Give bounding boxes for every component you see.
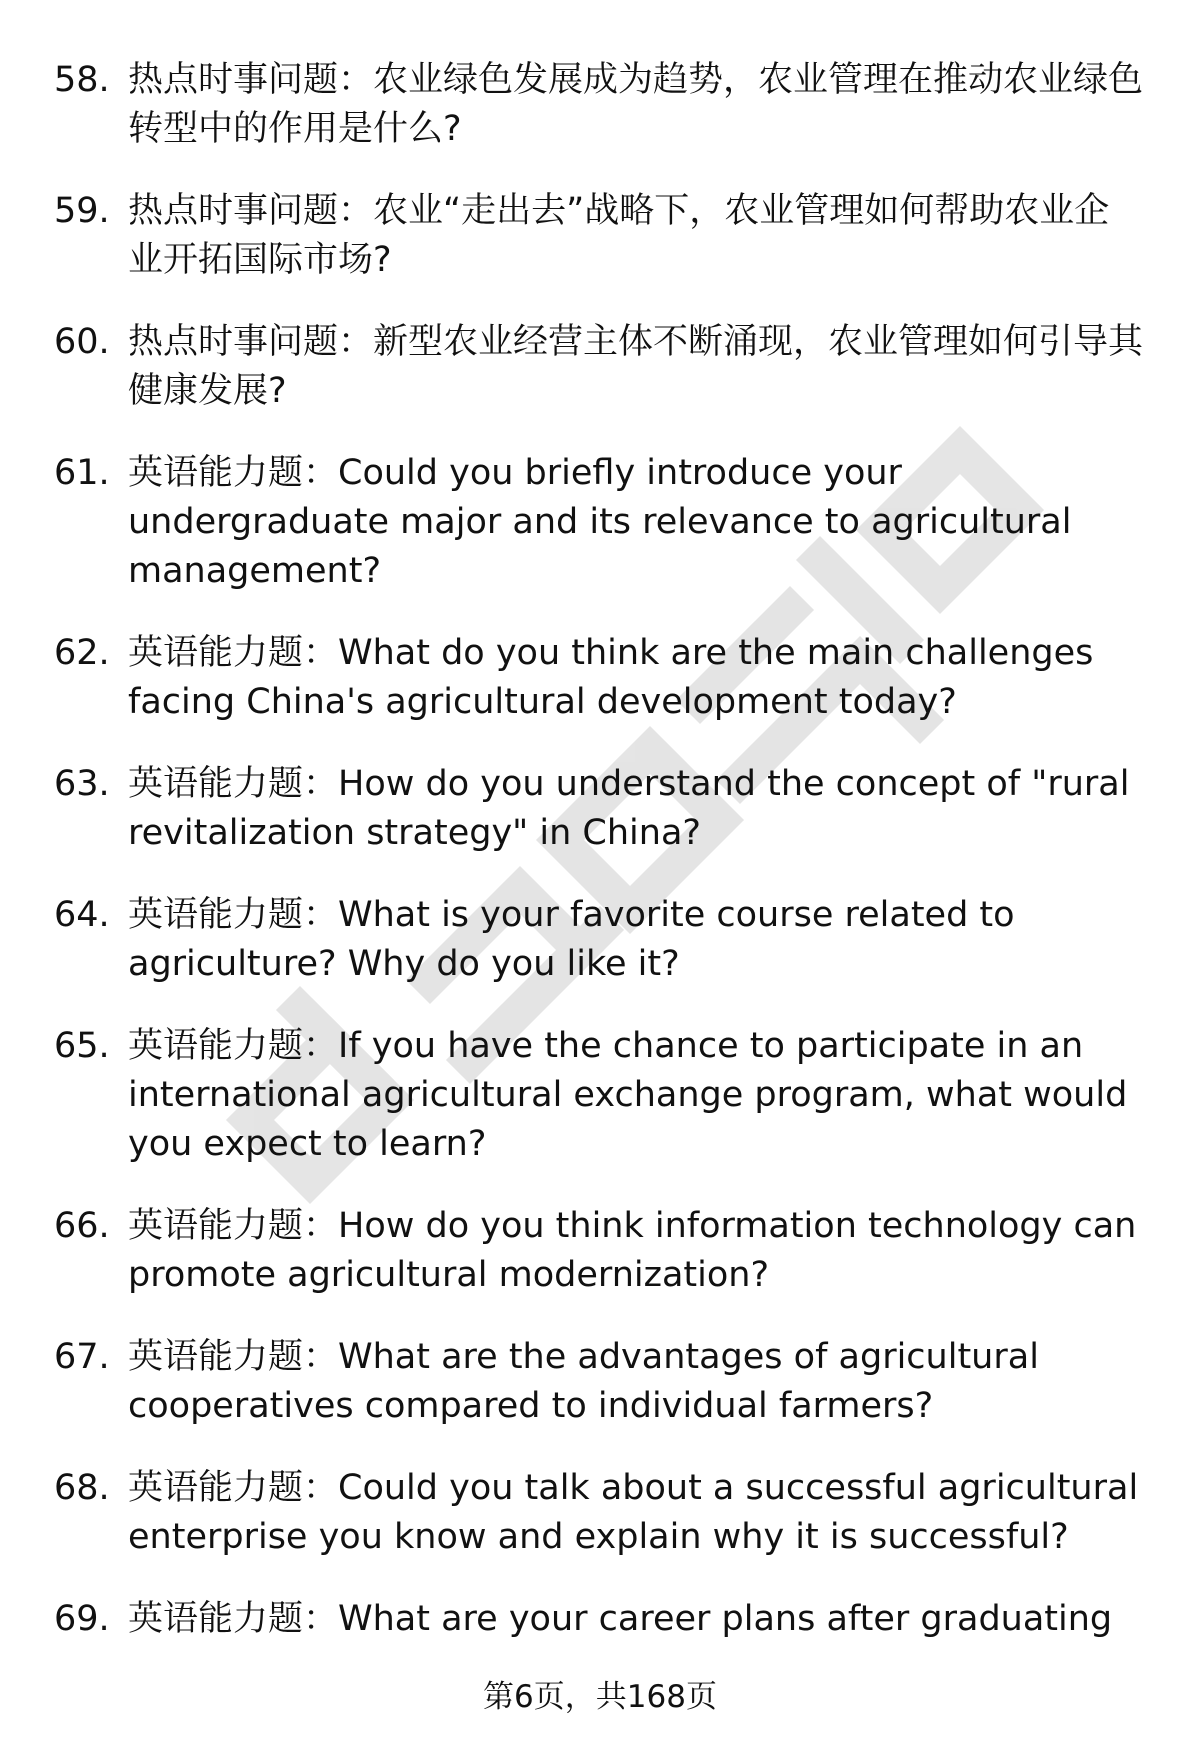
- question-text: 英语能力题：What are the advantages of agricultural cooperatives compared to individual farmers?: [128, 1337, 1039, 1426]
- question-text: 英语能力题：Could you briefly introduce your undergraduate major and its relevance to agricultural management?: [128, 453, 1072, 591]
- question-text: 英语能力题：What are your career plans after graduating: [128, 1599, 1113, 1639]
- question-item: [54, 629, 1144, 727]
- question-number: 62.: [54, 633, 110, 673]
- question-text: 英语能力题：Could you talk about a successful agricultural enterprise you know and explain why it is successful?: [128, 1468, 1139, 1557]
- question-text: 热点时事问题：农业绿色发展成为趋势，农业管理在推动农业绿色转型中的作用是什么?: [128, 60, 1144, 149]
- question-number: 59.: [54, 191, 110, 231]
- question-text: 英语能力题：If you have the chance to participate in an international agricultural exchange program, what would you expect to learn?: [128, 1026, 1128, 1164]
- question-text: 英语能力题：How do you understand the concept of "rural revitalization strategy" in China?: [128, 764, 1130, 853]
- question-number: 60.: [54, 322, 110, 362]
- question-text: 热点时事问题：新型农业经营主体不断涌现，农业管理如何引导其健康发展?: [128, 322, 1144, 411]
- page-footer: 第6页，共168页: [483, 1679, 717, 1715]
- question-number: 68.: [54, 1468, 110, 1508]
- question-item: [54, 1022, 1144, 1169]
- question-number: 61.: [54, 453, 110, 493]
- question-item: [54, 187, 1144, 285]
- question-number: 65.: [54, 1026, 110, 1066]
- question-item: [54, 318, 1144, 416]
- question-item: [54, 56, 1144, 154]
- question-list: [54, 56, 1144, 1677]
- question-number: 66.: [54, 1206, 110, 1246]
- question-number: 69.: [54, 1599, 110, 1639]
- question-text: 英语能力题：How do you think information technology can promote agricultural modernization?: [128, 1206, 1137, 1295]
- question-item: [54, 1333, 1144, 1431]
- question-item: [54, 1595, 1144, 1644]
- question-number: 63.: [54, 764, 110, 804]
- question-number: 67.: [54, 1337, 110, 1377]
- question-item: [54, 1202, 1144, 1300]
- question-number: 64.: [54, 895, 110, 935]
- question-text: 热点时事问题：农业“走出去”战略下，农业管理如何帮助农业企业开拓国际市场?: [128, 191, 1110, 280]
- question-number: 58.: [54, 60, 110, 100]
- question-item: [54, 1464, 1144, 1562]
- question-item: [54, 449, 1144, 596]
- question-item: [54, 891, 1144, 989]
- question-text: 英语能力题：What is your favorite course related to agriculture? Why do you like it?: [128, 895, 1015, 984]
- question-text: 英语能力题：What do you think are the main challenges facing China's agricultural development today?: [128, 633, 1094, 722]
- question-item: [54, 760, 1144, 858]
